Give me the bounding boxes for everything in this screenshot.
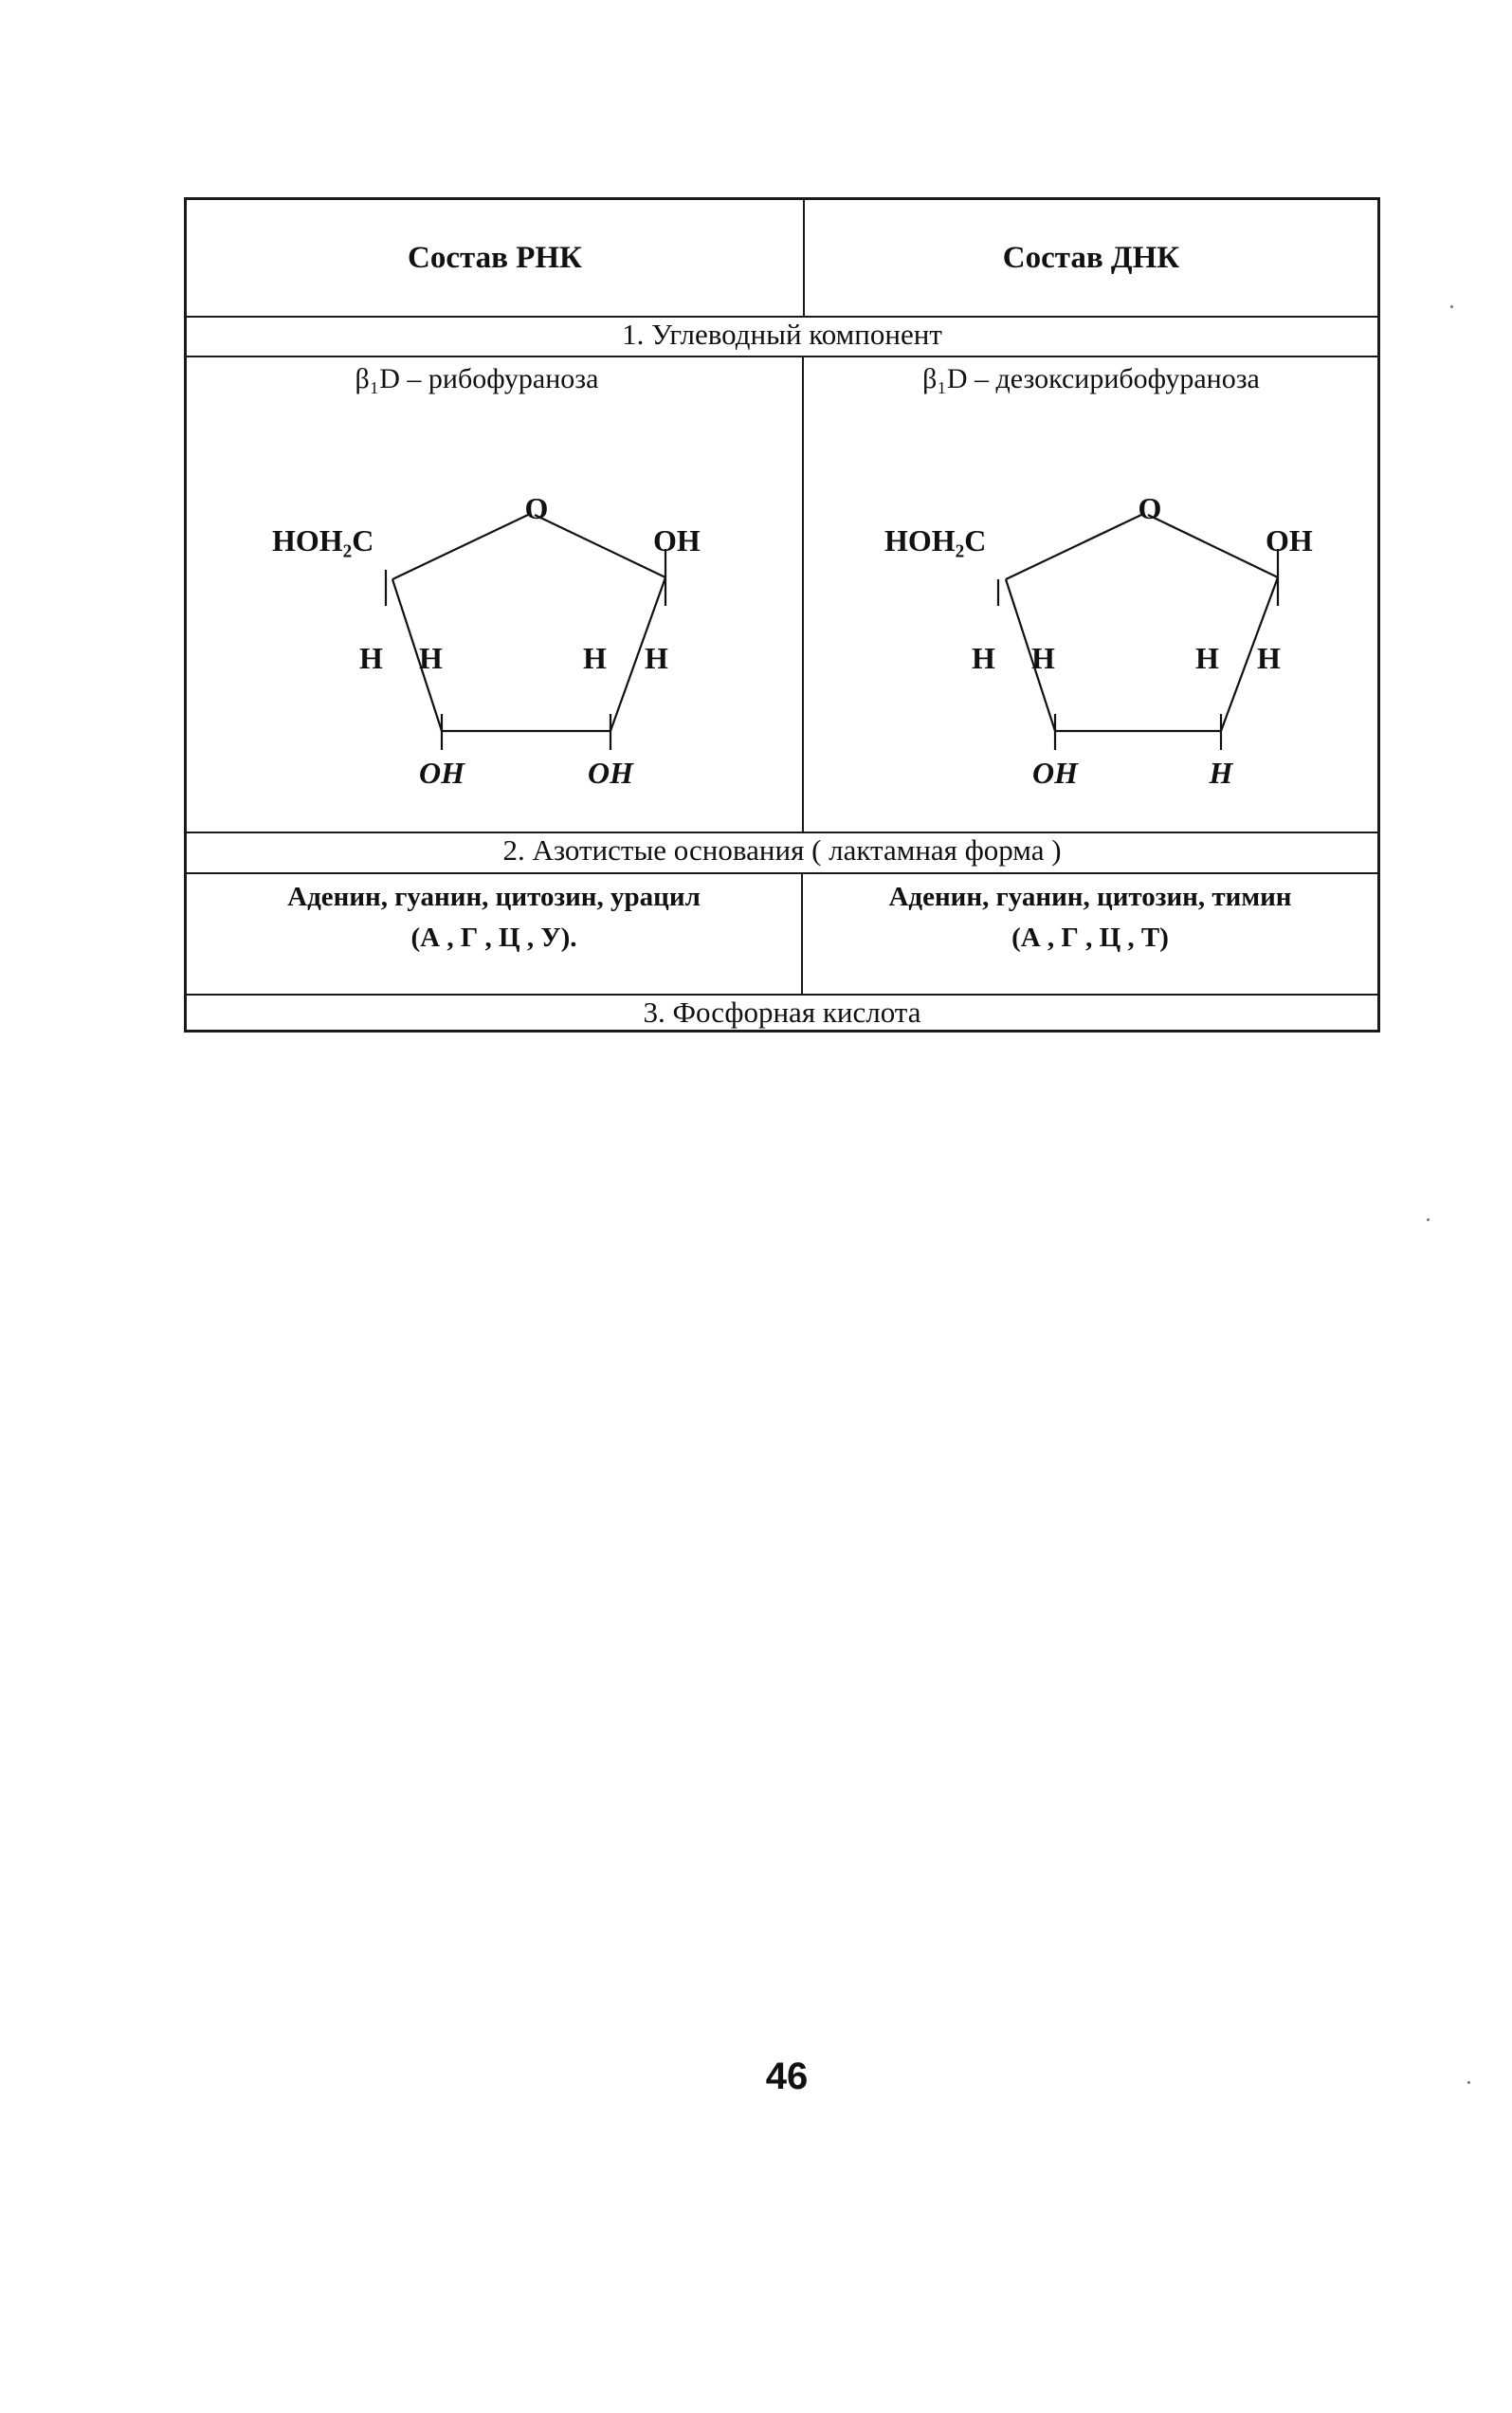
page-number: 46	[765, 2056, 809, 2097]
c3-oh-label: OH	[419, 756, 465, 790]
rna-bases-line2: (А , Г , Ц , У).	[410, 923, 577, 953]
c5-group-label: HOH₂C	[884, 523, 987, 558]
rna-bases	[187, 877, 801, 959]
c1-h-right-label: H	[1257, 641, 1281, 675]
table-divider	[187, 872, 1377, 874]
ribofuranose-structure	[187, 475, 793, 816]
ring-oxygen-label: O	[1138, 491, 1162, 525]
dna-bases-line2: (А , Г , Ц , Т)	[1011, 923, 1169, 953]
c4-h-right-label: H	[1031, 641, 1055, 675]
dna-bases	[803, 877, 1377, 959]
c3-oh-label: OH	[1032, 756, 1078, 790]
c1-h-left-label: H	[583, 641, 607, 675]
c1-h-left-label: H	[1195, 641, 1219, 675]
section-phosphoric-acid: 3. Фосфорная кислота	[643, 996, 921, 1029]
c1-h-right-label: H	[645, 641, 668, 675]
deoxyribofuranose-structure	[804, 475, 1378, 816]
c4-h-right-label: H	[419, 641, 443, 675]
scan-speck	[1427, 1218, 1430, 1221]
rna-sugar-title: β₁D – рибофураноза	[355, 363, 599, 394]
c4-h-left-label: H	[972, 641, 995, 675]
table-divider	[187, 356, 1377, 357]
c5-group-label: HOH₂C	[272, 523, 374, 558]
section-nitrogenous-bases: 2. Азотистые основания ( лактамная форма )	[502, 833, 1062, 867]
ring-oxygen-label: O	[524, 491, 549, 525]
c2-h-label: H	[1209, 756, 1233, 790]
rna-bases-line1: Аденин, гуанин, цитозин, урацил	[287, 882, 701, 912]
dna-sugar-title: β₁D – дезоксирибофураноза	[922, 363, 1260, 394]
scan-speck	[1467, 2081, 1470, 2084]
section-carbohydrate: 1. Углеводный компонент	[622, 318, 942, 351]
dna-bases-line1: Аденин, гуанин, цитозин, тимин	[888, 882, 1292, 912]
header-dna: Состав ДНК	[1002, 241, 1180, 275]
c1-oh-label: OH	[653, 523, 701, 558]
scan-speck	[1450, 305, 1453, 308]
c1-oh-label: OH	[1266, 523, 1313, 558]
rna-dna-composition-table	[184, 197, 1380, 1033]
header-rna: Состав РНК	[408, 241, 582, 275]
c2-oh-label: OH	[588, 756, 633, 790]
c4-h-left-label: H	[359, 641, 383, 675]
